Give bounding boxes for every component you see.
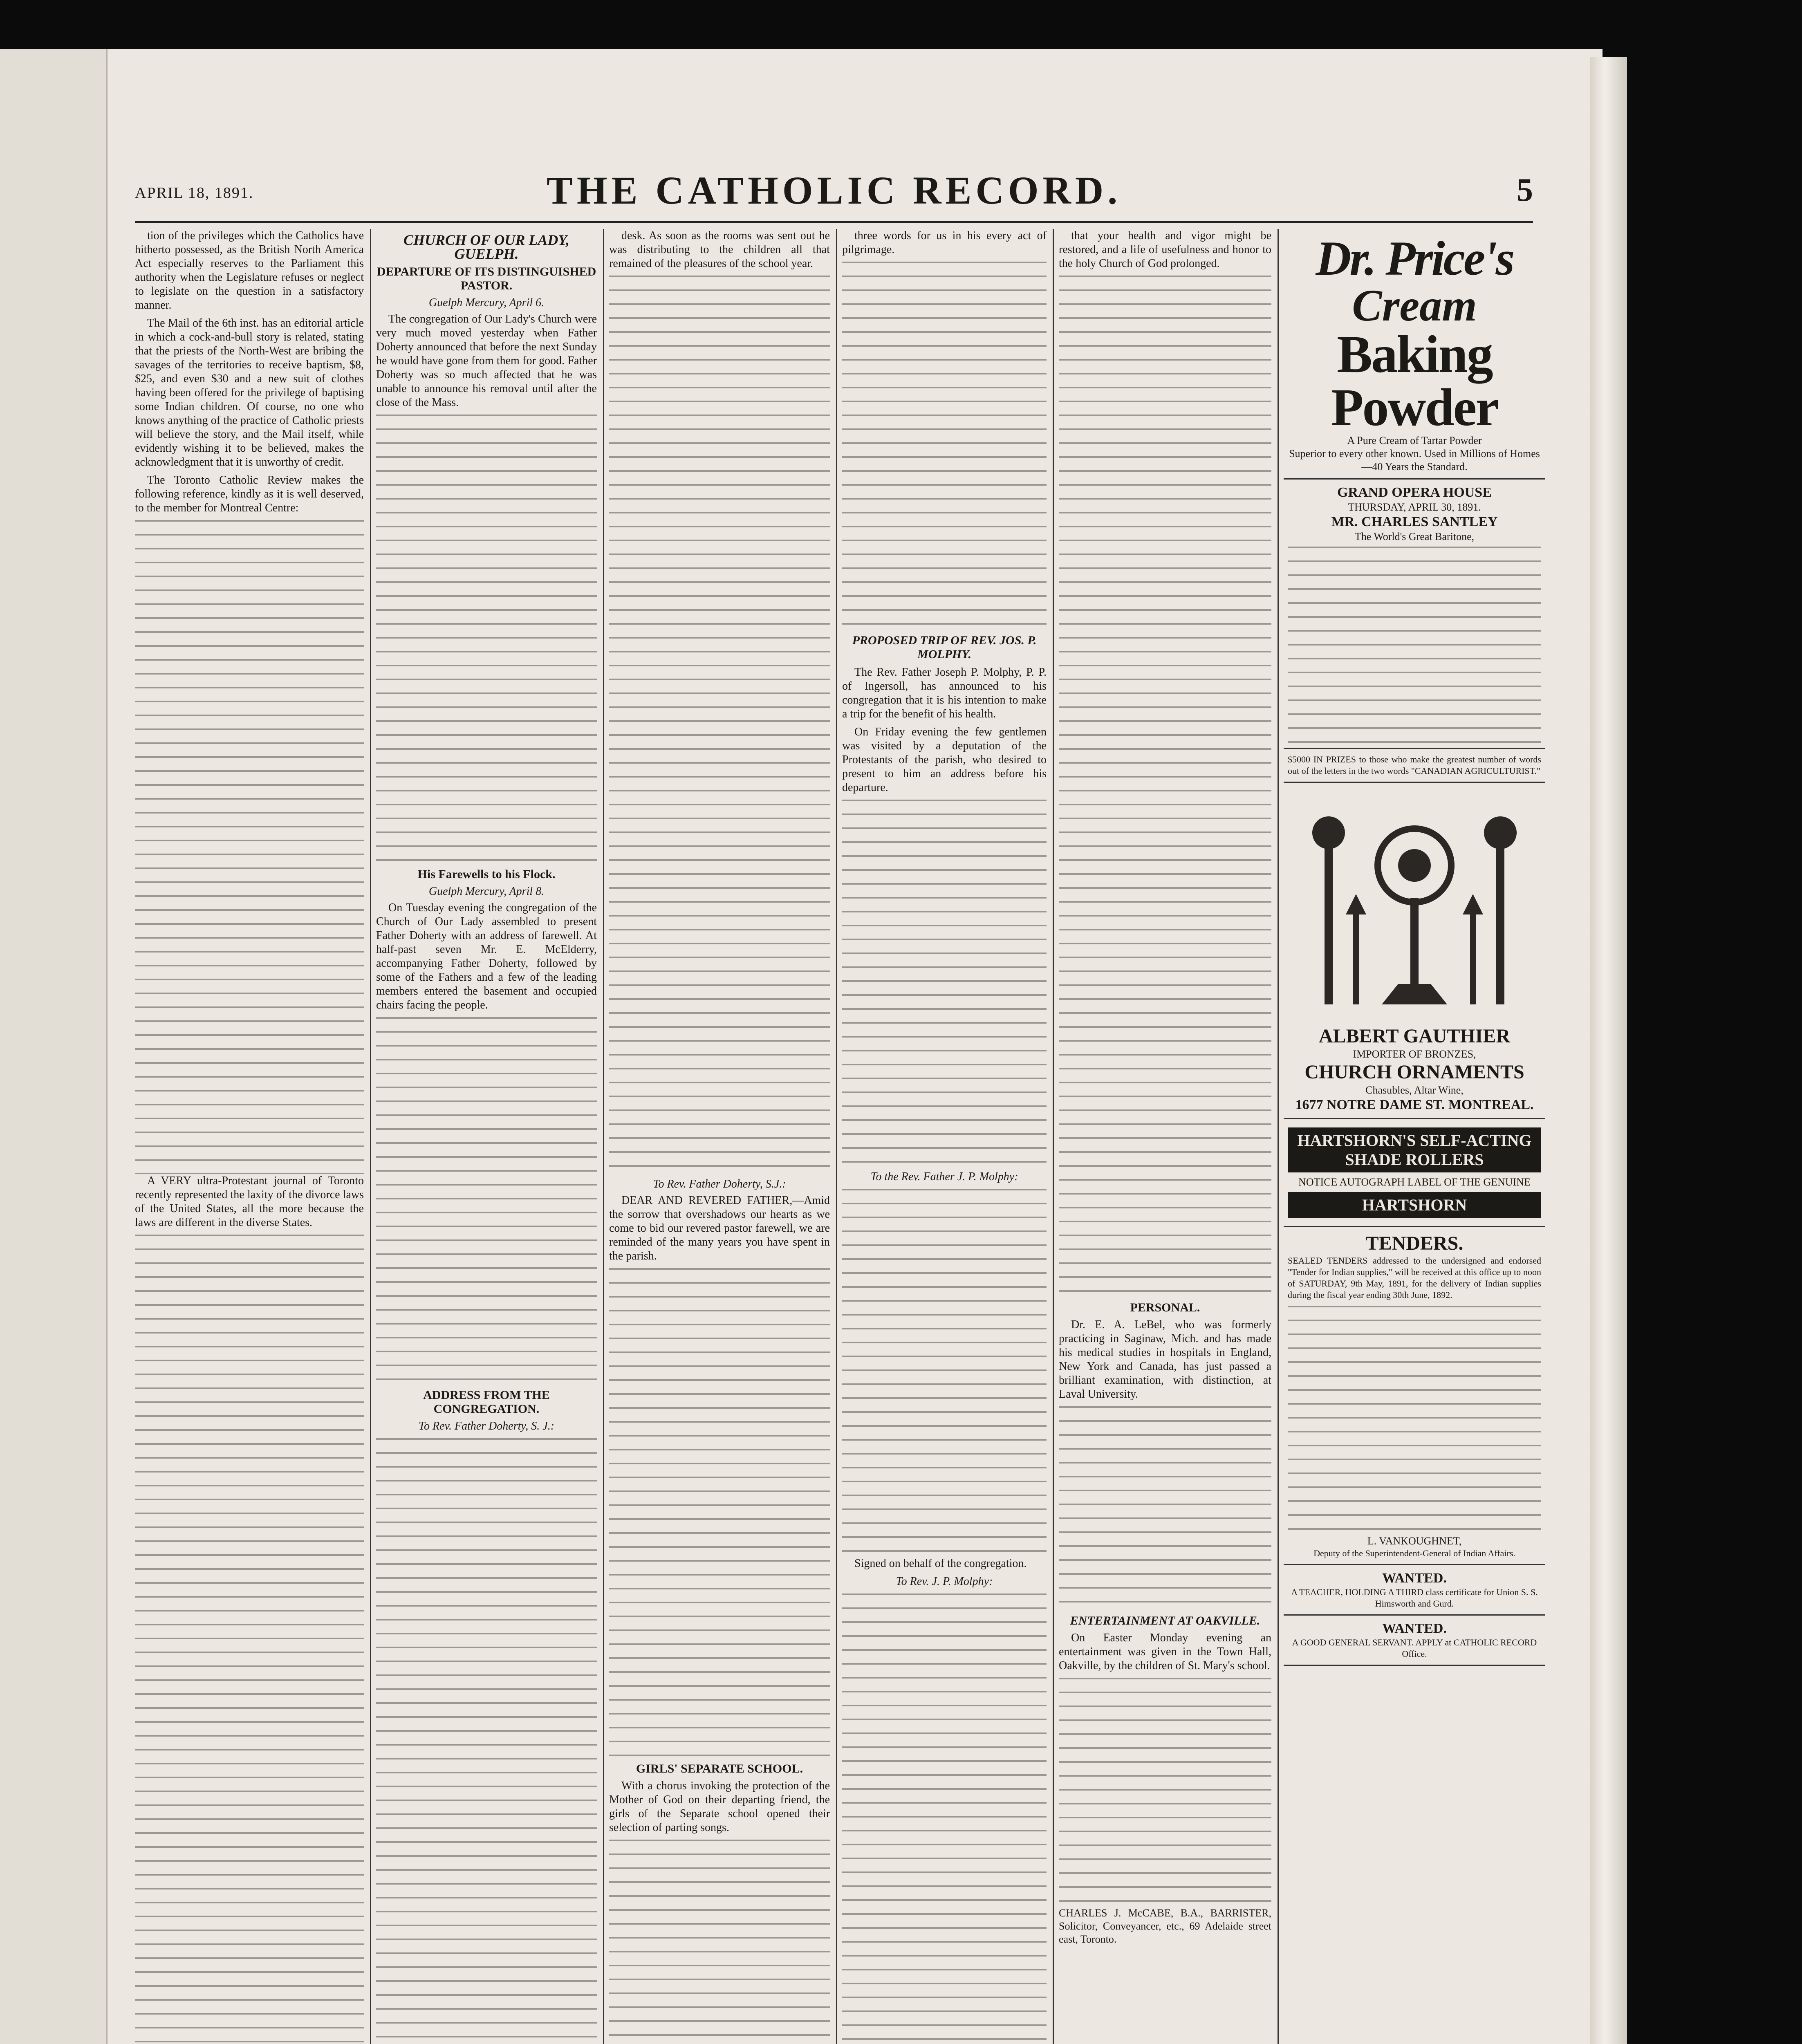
notice-role: Deputy of the Superintendent-General of Indian Affairs.: [1313, 1548, 1515, 1558]
paragraph: The Toronto Catholic Review makes the following reference, kindly as it is well deserved, to the member for Montreal Centre:: [135, 474, 364, 514]
notice-signature: L. VANKOUGHNET,: [1367, 1535, 1462, 1547]
page-curl-edge: [1590, 57, 1627, 2044]
section-heading: ENTERTAINMENT AT OAKVILLE.: [1070, 1614, 1260, 1627]
text-block: [842, 1189, 1047, 1557]
section-heading: PERSONAL.: [1130, 1301, 1200, 1314]
text-block: [376, 1017, 597, 1385]
text-block: [1059, 1406, 1271, 1611]
paragraph: A VERY ultra-Protestant journal of Toronto recently represented the laxity of the divorce laws of the United States, all the more because the laws are different in the diverse States.: [135, 1174, 364, 1229]
column-rule: [603, 229, 604, 2044]
column-rule: [370, 229, 371, 2044]
ad-headline: GRAND OPERA HOUSE: [1337, 485, 1492, 500]
column-rule: [1053, 229, 1054, 2044]
ad-text: THURSDAY, APRIL 30, 1891.: [1348, 501, 1481, 513]
ad-text: The World's Great Baritone,: [1354, 531, 1475, 542]
paragraph: The Mail of the 6th inst. has an editorial article in which a cock-and-bull story is related, stating that the priests of the North-West are bribing the savages of the territories to receive baptism, $8, $25, and even $30 and a new suit of clothes having been offered for the privilege of baptising some Indian children. Of course, no one who knows anything of the practice of Catholic priests will believe the story, and the Mail itself, while evidently wishing it to be believed, makes the acknowledgment that it is unworthy of credit.: [135, 317, 364, 468]
salutation: To Rev. Father Doherty, S. J.:: [418, 1420, 555, 1432]
article-subheading: DEPARTURE OF ITS DISTINGUISHED PASTOR.: [377, 265, 596, 292]
newspaper-title: THE CATHOLIC RECORD.: [546, 168, 1122, 212]
ad-headline: HARTSHORN'S SELF-ACTING SHADE ROLLERS: [1288, 1127, 1541, 1172]
paragraph: With a chorus invoking the protection of the Mother of God on their departing friend, the girls of the Separate school opened their selection of parting songs.: [609, 1780, 830, 1834]
section-heading: ADDRESS FROM THE CONGREGATION.: [423, 1388, 550, 1416]
salutation: To Rev. Father Doherty, S.J.:: [653, 1178, 786, 1190]
wanted-ad: [1284, 1565, 1545, 1616]
ornaments-illustration: [1300, 792, 1529, 1021]
newspaper-page: [0, 49, 1603, 2044]
column-3: [609, 229, 830, 2044]
paragraph: Dr. E. A. LeBel, who was formerly practicing in Saginaw, Mich. and has made his medical studies in hospitals in England, New York and Canada, has just passed a brilliant examination, with distinction, at Laval University.: [1059, 1318, 1271, 1401]
article-heading: PROPOSED TRIP OF REV. JOS. P. MOLPHY.: [852, 634, 1037, 661]
text-block: [842, 800, 1047, 1168]
article-heading: CHURCH OF OUR LADY, GUELPH.: [403, 232, 570, 262]
ad-headline: MR. CHARLES SANTLEY: [1331, 514, 1498, 529]
ad-text: NOTICE AUTOGRAPH LABEL OF THE GENUINE: [1298, 1176, 1531, 1188]
text-block: [135, 1235, 364, 2044]
column-1: [135, 229, 364, 2044]
text-block: [609, 276, 830, 1175]
paragraph: On Easter Monday evening an entertainment was given in the Town Hall, Oakville, by the children of St. Mary's school.: [1059, 1632, 1271, 1672]
monstrance-icon: [1300, 792, 1529, 1021]
text-block: [842, 262, 1047, 630]
tenders-notice: [1284, 1227, 1545, 1565]
text-block: [376, 1438, 597, 2044]
ad-text: Superior to every other known. Used in Millions of Homes—40 Years the Standard.: [1289, 448, 1540, 473]
salutation: To the Rev. Father J. P. Molphy:: [870, 1170, 1018, 1183]
prize-ad: $5000 IN PRIZES to those who make the greatest number of words out of the letters in the two words "CANADIAN AGRICULTURIST.": [1284, 749, 1545, 783]
text-block: [376, 415, 597, 864]
advertisement-column: [1284, 229, 1545, 2044]
column-5: [1059, 229, 1271, 2044]
dateline: Guelph Mercury, April 6.: [428, 296, 545, 309]
hartshorn-ad: [1284, 1119, 1545, 1227]
baking-powder-ad: [1284, 229, 1545, 480]
church-ornaments-ad: [1284, 783, 1545, 1119]
paragraph: On Tuesday evening the congregation of the Church of Our Lady assembled to present Father Doherty with an address of farewell. At half-past seven Mr. E. McElderry, accompanying Father Doherty, followed by some of the Fathers and a few of the leading members entered the basement and occupied chairs facing the people.: [376, 901, 597, 1011]
ad-headline: WANTED.: [1382, 1571, 1447, 1586]
ad-headline: WANTED.: [1382, 1621, 1447, 1636]
ad-brand: Cream: [1352, 280, 1477, 330]
paragraph: On Friday evening the few gentlemen was visited by a deputation of the Protestants of the parish, who desired to present to him an address before his departure.: [842, 726, 1047, 794]
column-rule: [836, 229, 837, 2044]
text-block: [1059, 276, 1271, 1298]
salutation: To Rev. J. P. Molphy:: [896, 1575, 993, 1588]
previous-page-edge: [0, 49, 108, 2044]
text-block: [842, 1594, 1047, 2044]
business-card: CHARLES J. McCABE, B.A., BARRISTER, Solicitor, Conveyancer, etc., 69 Adelaide street east, Toronto.: [1059, 1907, 1271, 1945]
paragraph: three words for us in his every act of pilgrimage.: [842, 229, 1047, 256]
ad-text: A Pure Cream of Tartar Powder: [1347, 435, 1482, 446]
paragraph: The Rev. Father Joseph P. Molphy, P. P. of Ingersoll, has announced to his congregation that it is his intention to make a trip for the benefit of his health.: [842, 666, 1047, 720]
text-block: [1288, 547, 1541, 743]
ad-headline: Baking Powder: [1331, 325, 1498, 437]
notice-title: TENDERS.: [1365, 1233, 1464, 1254]
section-heading: GIRLS' SEPARATE SCHOOL.: [636, 1762, 803, 1775]
column-2: [376, 229, 597, 2044]
ad-text: A TEACHER, HOLDING A THIRD class certificate for Union S. S. Himsworth and Gurd.: [1291, 1587, 1538, 1609]
ad-brand: Dr. Price's: [1316, 231, 1513, 285]
masthead: [135, 159, 1533, 223]
notice-text: SEALED TENDERS addressed to the undersigned and endorsed "Tender for Indian supplies," will be received at this office up to noon of SATURDAY, 9th May, 1891, for the delivery of Indian supplies during the fiscal year ending 30th June, 1892.: [1288, 1255, 1541, 1300]
ad-headline: CHURCH ORNAMENTS: [1304, 1061, 1524, 1083]
ad-headline: HARTSHORN: [1288, 1192, 1541, 1218]
ad-text: Chasubles, Altar Wine,: [1365, 1084, 1464, 1096]
opera-house-ad: [1284, 480, 1545, 749]
column-4: [842, 229, 1047, 2044]
ad-address: 1677 NOTRE DAME ST. MONTREAL.: [1295, 1097, 1534, 1112]
paragraph: that your health and vigor might be restored, and a life of usefulness and honor to the holy Church of God prolonged.: [1059, 229, 1271, 270]
dateline: Guelph Mercury, April 8.: [428, 885, 545, 898]
issue-date: APRIL 18, 1891.: [135, 184, 254, 202]
paragraph: tion of the privileges which the Catholics have hitherto possessed, as the British North America Act especially reserves to the Parliament this authority when the Legislature refuses or neglect to legislate on the question in a satisfactory manner.: [135, 229, 364, 312]
paragraph: DEAR AND REVERED FATHER,—Amid the sorrow that overshadows our hearts as we come to bid our revered pastor farewell, we are reminded of the many years you have spent in the parish.: [609, 1194, 830, 1262]
section-heading: His Farewells to his Flock.: [417, 867, 556, 881]
paragraph: The congregation of Our Lady's Church were very much moved yesterday when Father Doherty announced that before the next Sunday he would have gone from them for good. Father Doherty was so much affected that he was unable to announce his removal until after the close of the Mass.: [376, 313, 597, 409]
paragraph: Signed on behalf of the congregation.: [854, 1557, 1027, 1570]
text-block: [1059, 1678, 1271, 1907]
ad-text: A GOOD GENERAL SERVANT. APPLY at CATHOLIC RECORD Office.: [1292, 1637, 1537, 1659]
text-block: [1288, 1306, 1541, 1535]
wanted-ad: [1284, 1616, 1545, 1666]
ad-headline: ALBERT GAUTHIER: [1318, 1025, 1511, 1047]
ad-text: IMPORTER OF BRONZES,: [1353, 1048, 1476, 1060]
page-number: 5: [1517, 172, 1533, 208]
text-block: [609, 1268, 830, 1759]
paragraph: desk. As soon as the rooms was sent out he was distributing to the children all that remained of the pleasures of the school year.: [609, 229, 830, 270]
text-block: [609, 1840, 830, 2044]
column-rule: [1278, 229, 1279, 2044]
text-block: [135, 520, 364, 1174]
